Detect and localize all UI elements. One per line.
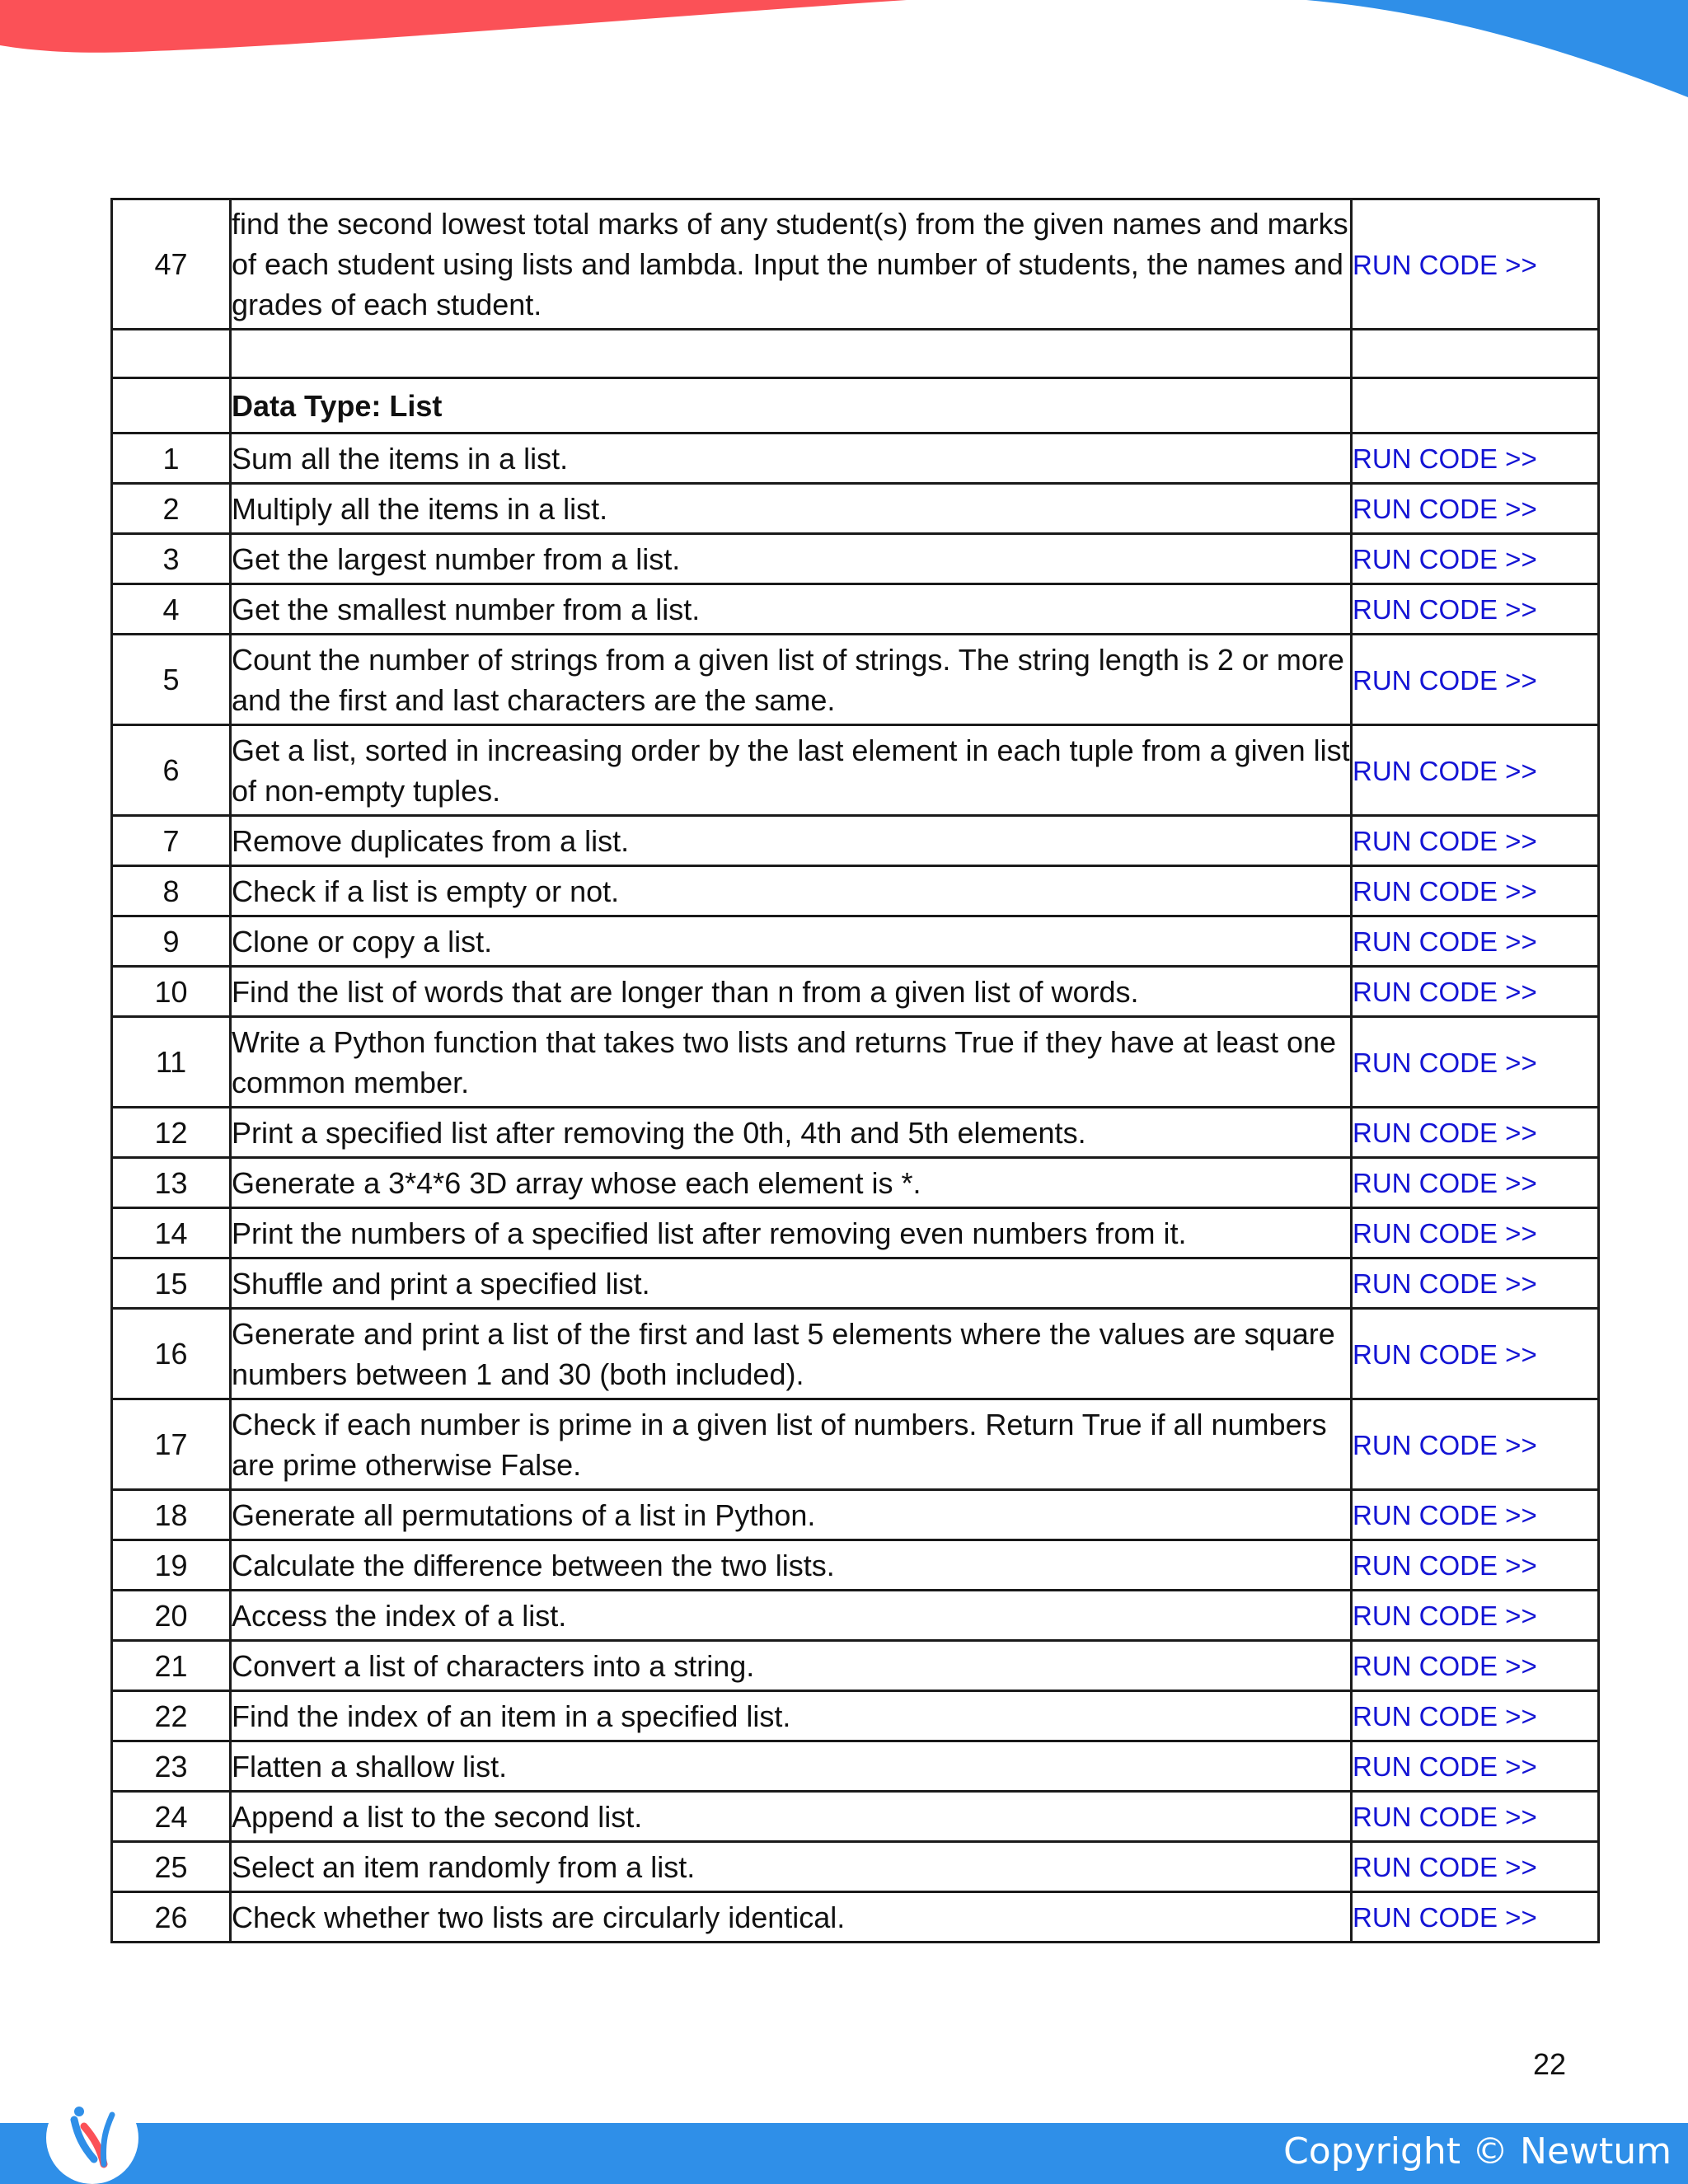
- row-number: 7: [112, 816, 231, 866]
- run-code-link[interactable]: RUN CODE >>: [1353, 1701, 1537, 1732]
- row-number: 14: [112, 1208, 231, 1258]
- row-description: Check if a list is empty or not.: [231, 866, 1352, 916]
- table-row: [112, 584, 1599, 635]
- table-row: [112, 635, 1599, 725]
- row-number: 8: [112, 866, 231, 916]
- table-row: [112, 1591, 1599, 1641]
- row-number: 15: [112, 1258, 231, 1309]
- table-row: [112, 534, 1599, 584]
- table-row: [112, 1208, 1599, 1258]
- row-number: 25: [112, 1842, 231, 1892]
- table-row: [112, 1741, 1599, 1792]
- run-code-link[interactable]: RUN CODE >>: [1353, 1047, 1537, 1078]
- row-description: Append a list to the second list.: [231, 1792, 1352, 1842]
- row-description: Generate and print a list of the first and last 5 elements where the values are square numbers between 1 and 30 (both included).: [231, 1309, 1352, 1399]
- row-number: 12: [112, 1108, 231, 1158]
- run-code-link[interactable]: RUN CODE >>: [1353, 249, 1537, 280]
- table-row: [112, 434, 1599, 484]
- row-description: Count the number of strings from a given list of strings. The string length is 2 or more and the first and last characters are the same.: [231, 635, 1352, 725]
- section-header-row: [112, 378, 1599, 434]
- row-description: Find the list of words that are longer than n from a given list of words.: [231, 967, 1352, 1017]
- table-row: [112, 1309, 1599, 1399]
- table-row: [112, 816, 1599, 866]
- row-description: Remove duplicates from a list.: [231, 816, 1352, 866]
- run-code-link[interactable]: RUN CODE >>: [1353, 1751, 1537, 1782]
- run-code-link[interactable]: RUN CODE >>: [1353, 544, 1537, 574]
- row-description: Calculate the difference between the two lists.: [231, 1540, 1352, 1591]
- table-row: [112, 1158, 1599, 1208]
- row-number: 16: [112, 1309, 231, 1399]
- row-description: Get a list, sorted in increasing order by the last element in each tuple from a given list of non-empty tuples.: [231, 725, 1352, 816]
- row-number: 11: [112, 1017, 231, 1108]
- exercise-table: [110, 198, 1600, 1943]
- run-code-link[interactable]: RUN CODE >>: [1353, 1218, 1537, 1249]
- row-number: 22: [112, 1691, 231, 1741]
- row-number: 18: [112, 1490, 231, 1540]
- row-number: 4: [112, 584, 231, 635]
- table-row: [112, 1641, 1599, 1691]
- run-code-link[interactable]: RUN CODE >>: [1353, 876, 1537, 907]
- row-number: 47: [112, 199, 231, 330]
- row-description: Get the smallest number from a list.: [231, 584, 1352, 635]
- row-number: 9: [112, 916, 231, 967]
- row-number: 3: [112, 534, 231, 584]
- table-row: [112, 1108, 1599, 1158]
- run-code-link[interactable]: RUN CODE >>: [1353, 1651, 1537, 1681]
- table-row: [112, 967, 1599, 1017]
- table-row: [112, 1258, 1599, 1309]
- row-description: Sum all the items in a list.: [231, 434, 1352, 484]
- table-row: [112, 1792, 1599, 1842]
- row-number: 17: [112, 1399, 231, 1490]
- table-row: [112, 199, 1599, 330]
- row-description: Generate a 3*4*6 3D array whose each element is *.: [231, 1158, 1352, 1208]
- row-description: Clone or copy a list.: [231, 916, 1352, 967]
- table-row: [112, 1842, 1599, 1892]
- row-number: 10: [112, 967, 231, 1017]
- run-code-link[interactable]: RUN CODE >>: [1353, 926, 1537, 957]
- row-number: 6: [112, 725, 231, 816]
- row-description: Print the numbers of a specified list after removing even numbers from it.: [231, 1208, 1352, 1258]
- row-description: Multiply all the items in a list.: [231, 484, 1352, 534]
- run-code-link[interactable]: RUN CODE >>: [1353, 664, 1537, 696]
- run-code-link[interactable]: RUN CODE >>: [1353, 1852, 1537, 1882]
- run-code-link[interactable]: RUN CODE >>: [1353, 826, 1537, 856]
- row-number: 1: [112, 434, 231, 484]
- table-row: [112, 866, 1599, 916]
- run-code-link[interactable]: RUN CODE >>: [1353, 1268, 1537, 1299]
- row-description: Print a specified list after removing the 0th, 4th and 5th elements.: [231, 1108, 1352, 1158]
- row-description: Select an item randomly from a list.: [231, 1842, 1352, 1892]
- run-code-link[interactable]: RUN CODE >>: [1353, 1550, 1537, 1581]
- table-row: [112, 484, 1599, 534]
- row-number: 13: [112, 1158, 231, 1208]
- table-row: [112, 1490, 1599, 1540]
- run-code-link[interactable]: RUN CODE >>: [1353, 494, 1537, 524]
- row-description: Get the largest number from a list.: [231, 534, 1352, 584]
- row-number: 26: [112, 1892, 231, 1943]
- row-number: 19: [112, 1540, 231, 1591]
- run-code-link[interactable]: RUN CODE >>: [1353, 1429, 1537, 1460]
- run-code-link[interactable]: RUN CODE >>: [1353, 1902, 1537, 1933]
- newtum-logo-icon: [46, 2092, 138, 2184]
- run-code-link[interactable]: RUN CODE >>: [1353, 1338, 1537, 1370]
- run-code-link[interactable]: RUN CODE >>: [1353, 755, 1537, 786]
- row-description: Generate all permutations of a list in Python.: [231, 1490, 1352, 1540]
- row-description: Access the index of a list.: [231, 1591, 1352, 1641]
- row-number: 2: [112, 484, 231, 534]
- run-code-link[interactable]: RUN CODE >>: [1353, 443, 1537, 474]
- table-row: [112, 1017, 1599, 1108]
- table-row: [112, 1540, 1599, 1591]
- row-description: Flatten a shallow list.: [231, 1741, 1352, 1792]
- row-description: Check whether two lists are circularly identical.: [231, 1892, 1352, 1943]
- row-description: Check if each number is prime in a given list of numbers. Return True if all numbers are prime otherwise False.: [231, 1399, 1352, 1490]
- row-description: Write a Python function that takes two lists and returns True if they have at least one common member.: [231, 1017, 1352, 1108]
- run-code-link[interactable]: RUN CODE >>: [1353, 1168, 1537, 1198]
- run-code-link[interactable]: RUN CODE >>: [1353, 977, 1537, 1007]
- run-code-link[interactable]: RUN CODE >>: [1353, 1601, 1537, 1631]
- row-description: find the second lowest total marks of any student(s) from the given names and marks of each student using lists and lambda. Input the number of students, the names and grades of each student.: [231, 199, 1352, 330]
- run-code-link[interactable]: RUN CODE >>: [1353, 594, 1537, 625]
- row-number: 20: [112, 1591, 231, 1641]
- empty-row: [112, 330, 1599, 378]
- section-title: Data Type: List: [231, 378, 1352, 434]
- run-code-link[interactable]: RUN CODE >>: [1353, 1802, 1537, 1832]
- table-row: [112, 725, 1599, 816]
- row-number: 23: [112, 1741, 231, 1792]
- row-description: Shuffle and print a specified list.: [231, 1258, 1352, 1309]
- row-number: 5: [112, 635, 231, 725]
- page-number: 22: [1532, 2047, 1566, 2081]
- row-number: 24: [112, 1792, 231, 1842]
- table-row: [112, 1399, 1599, 1490]
- copyright-text: Copyright © Newtum: [1283, 2130, 1672, 2172]
- table-row: [112, 1691, 1599, 1741]
- table-row: [112, 1892, 1599, 1943]
- row-number: 21: [112, 1641, 231, 1691]
- row-description: Find the index of an item in a specified list.: [231, 1691, 1352, 1741]
- table-row: [112, 916, 1599, 967]
- header-wave-decoration: [0, 0, 1688, 107]
- row-description: Convert a list of characters into a string.: [231, 1641, 1352, 1691]
- run-code-link[interactable]: RUN CODE >>: [1353, 1500, 1537, 1530]
- run-code-link[interactable]: RUN CODE >>: [1353, 1118, 1537, 1148]
